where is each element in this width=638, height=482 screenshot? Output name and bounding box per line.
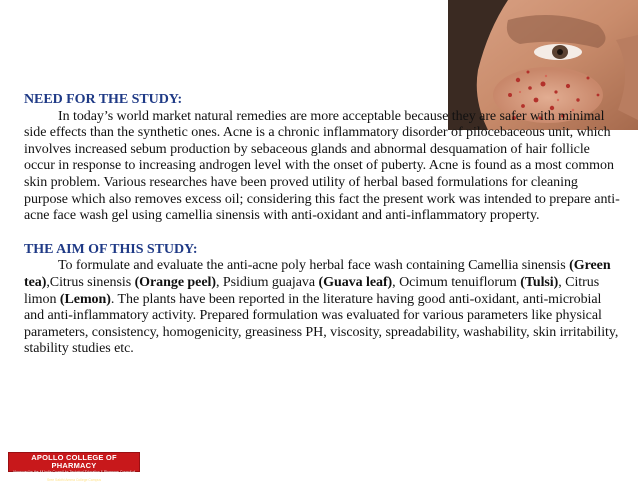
logo-tagline: Sree Sakthi Amma College Campus [46,478,102,482]
plant-citrus-limon: , Citrus limon [24,274,600,307]
need-for-study-paragraph [24,109,624,225]
need-for-study-text: In today’s world market natural remedies are more acceptable because they are safer with minimal side effects than the synthetic ones. Acne is a chronic inflammatory disorder of pilocebaceous unit, which involves increased sebum production by sebaceous glands and abnormal desquamation of hair follicle occur in response to increasing androgen level with the onset of puberty. Acne is found as a most common skin problem. Various researches have been proved utility of herbal based formulations for cleaning purpose which also removes excess oil; considering this fact the present work was intended to prepare anti-acne face wash gel using camellia sinensis with anti-oxidant and anti-inflammatory property. [24,108,620,224]
aim-of-study-paragraph [24,258,624,358]
plant-psidium-guajava: , Psidium guajava [215,274,319,290]
plant-guava-leaf: (Guava leaf) [318,274,393,290]
aim-rest-text: . The plants have been reported in the literature having good anti-oxidant, anti-microbial and anti-inflammatory activity. Prepared formulation was evaluated for various parameters like physical parameters, consistency, homogenicity, greasiness PH, viscosity, spreadability, washability, skin irritability, stability studies etc. [24,291,619,357]
college-logo [8,452,140,482]
logo-subtitle: (Approved by the All India Council for Technical Education & Pharmacy Council of India) [12,470,136,478]
aim-of-study-heading: THE AIM OF THIS STUDY: [24,241,198,257]
plant-lemon: (Lemon) [59,291,111,307]
plant-ocimum-tenuiflorum: , Ocimum tenuiflorum [392,274,521,290]
plant-citrus-sinensis: ,Citrus sinensis [46,274,135,290]
aim-intro-text: To formulate and evaluate the anti-acne poly herbal face wash containing Camellia sinensis [58,258,570,274]
plant-orange-peel: (Orange peel) [134,274,216,290]
plant-tulsi: (Tulsi) [520,274,559,290]
logo-title: APOLLO COLLEGE OF PHARMACY [31,453,117,470]
document-content [24,92,624,358]
need-for-study-heading: NEED FOR THE STUDY: [24,92,183,107]
plant-green-tea: (Green tea) [24,258,611,290]
